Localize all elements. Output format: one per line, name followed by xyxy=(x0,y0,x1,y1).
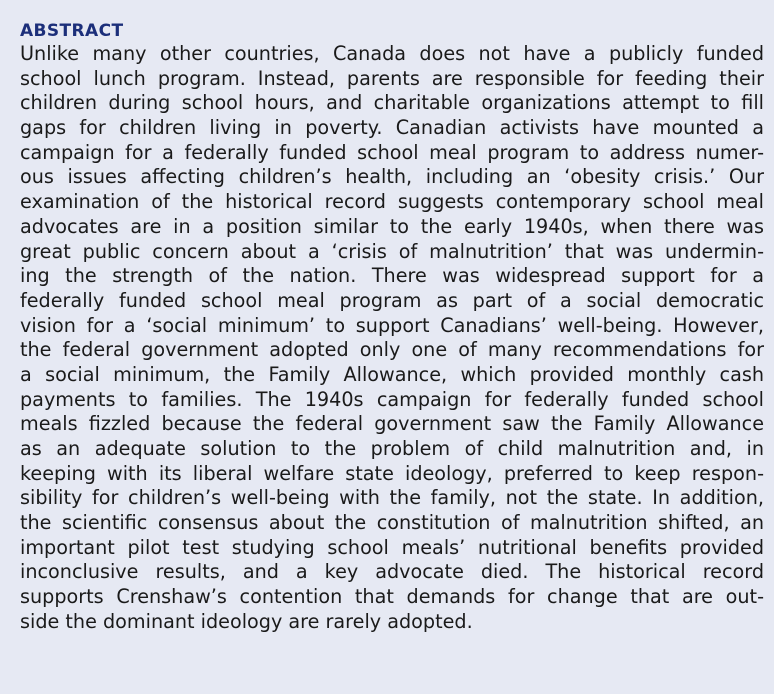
abstract-line: ing the strength of the nation. There was widespread support for a xyxy=(20,264,764,288)
abstract-line: a social minimum, the Family Allowance, which provided monthly cash xyxy=(20,362,764,386)
abstract-line: the scientific consensus about the constitution of malnutrition shifted, an xyxy=(20,511,764,535)
abstract-line: school lunch program. Instead, parents are responsible for feeding their xyxy=(20,66,764,90)
abstract-line: important pilot test studying school meals’ nutritional benefits provided xyxy=(20,535,764,559)
abstract-heading: ABSTRACT xyxy=(20,21,124,41)
abstract-line: Unlike many other countries, Canada does not have a publicly funded xyxy=(20,42,764,65)
abstract-line: ous issues affecting children’s health, including an ‘obesity crisis.’ Our xyxy=(20,165,764,189)
abstract-line: campaign for a federally funded school meal program to address numer- xyxy=(20,140,764,164)
abstract-line: advocates are in a position similar to the early 1940s, when there was xyxy=(20,214,764,238)
abstract-line: federally funded school meal program as part of a social democratic xyxy=(20,288,764,312)
abstract-line: the federal government adopted only one of many recommendations for xyxy=(20,338,764,362)
abstract-line: inconclusive results, and a key advocate died. The historical record xyxy=(20,560,764,584)
abstract-line: keeping with its liberal welfare state ideology, preferred to keep respon- xyxy=(20,461,764,485)
abstract-line: payments to families. The 1940s campaign for federally funded school xyxy=(20,387,764,411)
abstract-line: gaps for children living in poverty. Canadian activists have mounted a xyxy=(20,116,764,140)
abstract-line: meals fizzled because the federal government saw the Family Allowance xyxy=(20,412,764,436)
abstract-body xyxy=(20,42,764,635)
abstract-line: vision for a ‘social minimum’ to support Canadians’ well-being. However, xyxy=(20,313,764,337)
abstract-line: side the dominant ideology are rarely adopted. xyxy=(20,609,473,633)
abstract-line: great public concern about a ‘crisis of malnutrition’ that was undermin- xyxy=(20,239,764,263)
abstract-line: supports Crenshaw’s contention that demands for change that are out- xyxy=(20,585,764,609)
abstract-line: examination of the historical record suggests contemporary school meal xyxy=(20,190,764,214)
abstract-line: as an adequate solution to the problem of child malnutrition and, in xyxy=(20,437,764,460)
abstract-line: children during school hours, and charitable organizations attempt to fill xyxy=(20,91,764,115)
abstract-line: sibility for children’s well-being with the family, not the state. In addition, xyxy=(20,486,764,510)
